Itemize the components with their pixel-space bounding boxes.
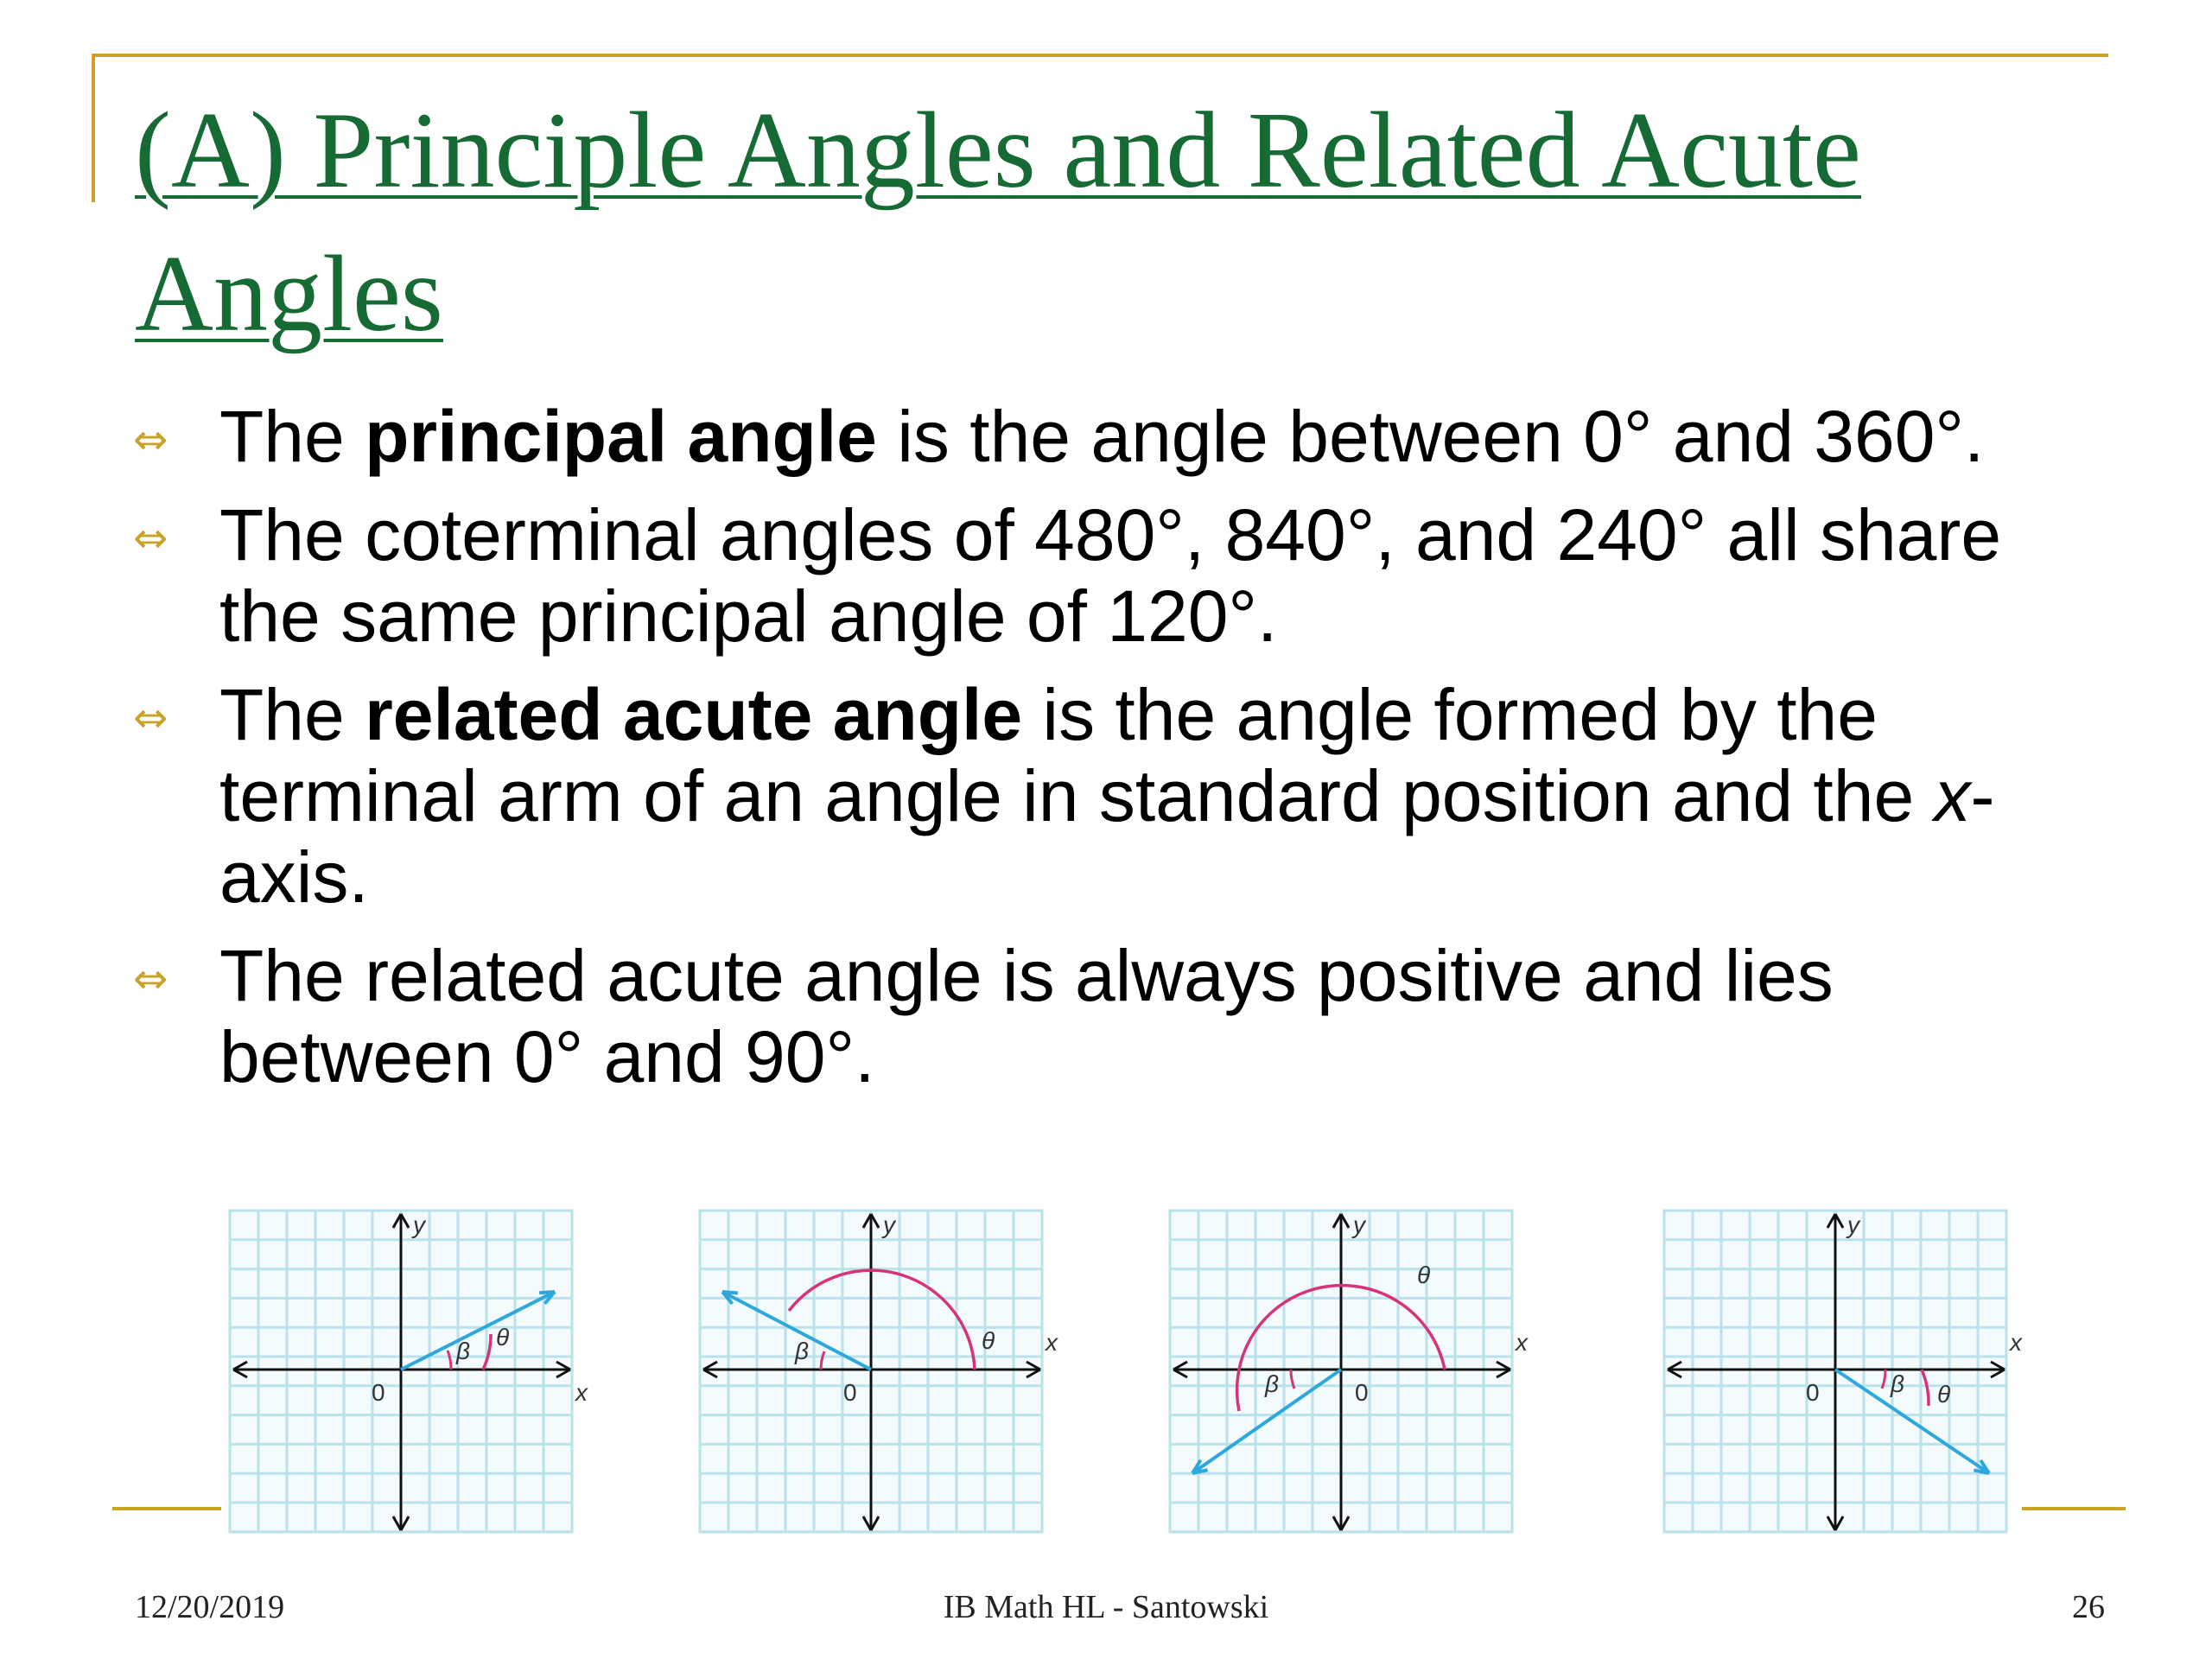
diagram-quadrant-4 — [1661, 1205, 2022, 1542]
beta-label: β — [1891, 1370, 1904, 1397]
diagram-quadrant-2 — [696, 1205, 1058, 1542]
diagram-row — [0, 1205, 2212, 1551]
bullet-principal-angle: ⇔ The principal angle is the angle between 0° and 360°. — [130, 396, 2082, 477]
footer-page-number: 26 — [2072, 1589, 2105, 1625]
diagram-quadrant-3 — [1166, 1205, 1528, 1542]
origin-label: 0 — [372, 1379, 385, 1406]
theta-label: θ — [1417, 1262, 1431, 1288]
term-principal-angle: principal angle — [365, 396, 877, 477]
frame-top-rule — [92, 54, 2108, 57]
frame-left-rule — [92, 54, 95, 202]
x-axis-label: x — [1516, 1329, 1528, 1356]
footer-date: 12/20/2019 — [135, 1589, 285, 1625]
slide-title: (A) Principle Angles and Related Acute Angles — [135, 91, 1861, 354]
y-axis-label: y — [883, 1211, 895, 1238]
bullet-list — [130, 396, 2082, 1115]
beta-label: β — [456, 1338, 470, 1364]
diagram-quadrant-1 — [226, 1205, 588, 1542]
bullet-marker-icon: ⇔ — [133, 955, 168, 1003]
bullet-marker-icon: ⇔ — [133, 514, 168, 563]
x-axis-label: x — [1046, 1329, 1058, 1356]
term-related-acute-angle: related acute angle — [365, 674, 1023, 755]
diagram-svg-quadrant-2 — [696, 1205, 1058, 1542]
footer-course: IB Math HL - Santowski — [943, 1589, 1269, 1625]
y-axis-label: y — [1353, 1211, 1365, 1238]
diagram-svg-quadrant-4 — [1661, 1205, 2022, 1542]
theta-label: θ — [1937, 1381, 1951, 1408]
theta-label: θ — [982, 1327, 995, 1354]
origin-label: 0 — [1355, 1379, 1369, 1406]
diagram-svg-quadrant-3 — [1166, 1205, 1528, 1542]
bullet-always-positive: ⇔ The related acute angle is always positive and lies between 0° and 90°. — [133, 935, 1834, 1097]
origin-label: 0 — [1806, 1379, 1820, 1406]
bullet-marker-icon: ⇔ — [133, 694, 168, 742]
x-axis-label: x — [575, 1379, 588, 1406]
bullet-related-acute-angle: ⇔ The related acute angle is the angle formed by the terminal arm of an angle in standard position and the x-axis. — [133, 674, 1995, 918]
beta-label: β — [795, 1338, 809, 1364]
origin-label: 0 — [843, 1379, 857, 1406]
theta-label: θ — [496, 1324, 510, 1351]
beta-label: β — [1265, 1370, 1279, 1397]
diagram-svg-quadrant-1 — [226, 1205, 588, 1542]
y-axis-label: y — [1847, 1211, 1859, 1238]
bullet-coterminal: ⇔ The coterminal angles of 480°, 840°, and 240° all share the same principal angle of 120°. — [133, 494, 2002, 657]
y-axis-label: y — [413, 1211, 425, 1238]
bullet-marker-icon: ⇔ — [133, 416, 168, 464]
x-axis-label: x — [2010, 1329, 2022, 1356]
